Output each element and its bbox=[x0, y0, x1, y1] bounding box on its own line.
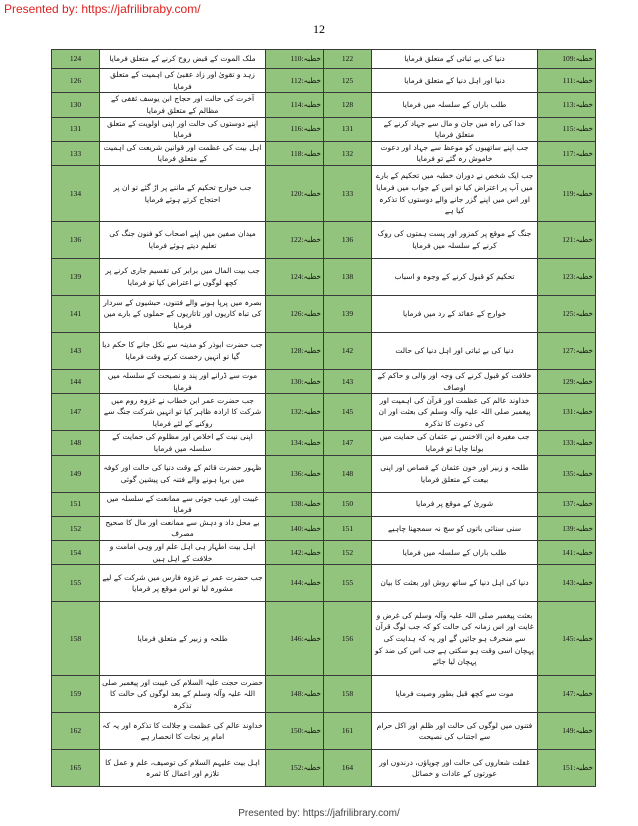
right-sermon-label: خطبہ:129 bbox=[538, 370, 596, 394]
right-page-number: 125 bbox=[324, 69, 372, 93]
left-page-number: 136 bbox=[52, 222, 100, 259]
right-sermon-topic: خداوند عالم کی عظمت اور قرآن کی اہمیت اور پیغمبر صلی اللہ علیہ وآلہ وسلم کی بعثت اور ان کی دعوت کا تذکرہ bbox=[372, 394, 538, 431]
right-sermon-label: خطبہ:109 bbox=[538, 50, 596, 69]
right-page-number: 161 bbox=[324, 713, 372, 750]
left-sermon-topic: آخرت کی حالت اور حجاج ابن یوسف ثقفی کے مظالم کے متعلق فرمایا bbox=[100, 93, 266, 117]
left-sermon-label: خطبہ:134 bbox=[266, 431, 324, 455]
right-sermon-topic: طلب باراں کے سلسلہ میں فرمایا bbox=[372, 541, 538, 565]
right-sermon-topic: طلب باراں کے سلسلہ میں فرمایا bbox=[372, 93, 538, 117]
page-number: 12 bbox=[313, 22, 325, 36]
left-sermon-label: خطبہ:132 bbox=[266, 394, 324, 431]
table-row bbox=[52, 541, 596, 565]
right-sermon-label: خطبہ:125 bbox=[538, 296, 596, 333]
right-sermon-topic: فتنوں میں لوگوں کی حالت اور ظلم اور اکل حرام سے اجتناب کی نصیحت bbox=[372, 713, 538, 750]
table-row bbox=[52, 50, 596, 69]
left-page-number: 143 bbox=[52, 333, 100, 370]
left-page-number: 134 bbox=[52, 166, 100, 222]
right-page-number: 158 bbox=[324, 676, 372, 713]
right-sermon-topic: بعثت پیغمبر صلی اللہ علیہ وآلہ وسلم کی غرض و غایت اور اس زمانہ کی حالت کو کہ جب لوگ قرآن سے منحرف ہو جائیں گے اور یہ کہ ہدایت کی پہچان اسی وقت ہو سکتی ہے جب اس کی ضد کو پہچان لیا جائے bbox=[372, 602, 538, 676]
left-page-number: 162 bbox=[52, 713, 100, 750]
right-sermon-label: خطبہ:147 bbox=[538, 676, 596, 713]
table-row bbox=[52, 117, 596, 141]
sermon-index-body bbox=[52, 50, 596, 787]
right-sermon-label: خطبہ:133 bbox=[538, 431, 596, 455]
right-sermon-label: خطبہ:151 bbox=[538, 750, 596, 787]
table-row bbox=[52, 455, 596, 492]
right-sermon-label: خطبہ:121 bbox=[538, 222, 596, 259]
left-page-number: 131 bbox=[52, 117, 100, 141]
right-page-number: 143 bbox=[324, 370, 372, 394]
right-page-number: 133 bbox=[324, 166, 372, 222]
right-sermon-label: خطبہ:135 bbox=[538, 455, 596, 492]
left-sermon-label: خطبہ:146 bbox=[266, 602, 324, 676]
right-sermon-topic: جب اپنے ساتھیوں کو موعظ سے جہاد اور دعوت خاموش رہ گئے تو فرمایا bbox=[372, 141, 538, 165]
left-sermon-topic: اہل بیت علیہم السلام کی توصیف، علم و عمل کا تلازم اور اعمال کا ثمرہ bbox=[100, 750, 266, 787]
table-row bbox=[52, 296, 596, 333]
table-row bbox=[52, 166, 596, 222]
right-page-number: 128 bbox=[324, 93, 372, 117]
left-sermon-topic: اہل بیت کی عظمت اور قوانین شریعت کی اہمیت کے متعلق فرمایا bbox=[100, 141, 266, 165]
left-page-number: 141 bbox=[52, 296, 100, 333]
left-sermon-label: خطبہ:122 bbox=[266, 222, 324, 259]
table-row bbox=[52, 69, 596, 93]
right-sermon-label: خطبہ:111 bbox=[538, 69, 596, 93]
left-page-number: 149 bbox=[52, 455, 100, 492]
right-sermon-topic: شوریٰ کے موقع پر فرمایا bbox=[372, 492, 538, 516]
right-sermon-topic: خوارج کے عقائد کے رد میں فرمایا bbox=[372, 296, 538, 333]
right-sermon-topic: خدا کی راہ میں جان و مال سے جہاد کرنے کے متعلق فرمایا bbox=[372, 117, 538, 141]
left-sermon-topic: بصرہ میں پرپا ہونے والے فتنوں، حبشیوں کے سردار کی تباہ کاریوں اور تاتاریوں کے حملوں کے بارے میں فرمایا bbox=[100, 296, 266, 333]
left-sermon-label: خطبہ:124 bbox=[266, 259, 324, 296]
top-watermark[interactable]: Presented by: https://jafrilibraby.com/ bbox=[4, 2, 201, 16]
sermon-index-table bbox=[51, 49, 596, 787]
right-page-number: 151 bbox=[324, 516, 372, 540]
table-row bbox=[52, 259, 596, 296]
right-sermon-label: خطبہ:123 bbox=[538, 259, 596, 296]
right-sermon-label: خطبہ:119 bbox=[538, 166, 596, 222]
right-sermon-label: خطبہ:141 bbox=[538, 541, 596, 565]
left-page-number: 159 bbox=[52, 676, 100, 713]
left-page-number: 133 bbox=[52, 141, 100, 165]
left-page-number: 130 bbox=[52, 93, 100, 117]
table-row bbox=[52, 602, 596, 676]
left-sermon-topic: جب بیت المال میں برابر کی تقسیم جاری کرنے پر کچھ لوگوں نے اعتراض کیا تو فرمایا bbox=[100, 259, 266, 296]
left-sermon-label: خطبہ:130 bbox=[266, 370, 324, 394]
left-sermon-topic: خداوند عالم کی عظمت و جلالت کا تذکرہ اور یہ کہ امام پر نجات کا انحصار ہے bbox=[100, 713, 266, 750]
right-sermon-topic: دنیا کی اہل دنیا کے ساتھ روش اور بعثت کا بیان bbox=[372, 565, 538, 602]
left-sermon-topic: جب حضرت ابوذر کو مدینہ سے نکل جانے کا حکم دیا گیا تو انہیں رخصت کرتے وقت فرمایا bbox=[100, 333, 266, 370]
left-sermon-label: خطبہ:144 bbox=[266, 565, 324, 602]
left-page-number: 155 bbox=[52, 565, 100, 602]
left-sermon-label: خطبہ:120 bbox=[266, 166, 324, 222]
right-page-number: 132 bbox=[324, 141, 372, 165]
bottom-watermark[interactable]: Presented by: https://jafrilibrary.com/ bbox=[238, 808, 400, 819]
right-page-number: 164 bbox=[324, 750, 372, 787]
right-sermon-label: خطبہ:149 bbox=[538, 713, 596, 750]
left-sermon-topic: میدان صفین میں اپنے اصحاب کو فنون جنگ کی تعلیم دیتے ہوئے فرمایا bbox=[100, 222, 266, 259]
left-page-number: 152 bbox=[52, 516, 100, 540]
right-sermon-label: خطبہ:145 bbox=[538, 602, 596, 676]
left-sermon-topic: بے محل داد و دہش سے ممانعت اور مال کا صحیح مصرف bbox=[100, 516, 266, 540]
right-sermon-topic: دنیا کی بے ثباتی اور اہل دنیا کی حالت bbox=[372, 333, 538, 370]
right-sermon-topic: خلافت کو قبول کرنے کی وجہ اور والی و حاکم کے اوصاف bbox=[372, 370, 538, 394]
left-page-number: 165 bbox=[52, 750, 100, 787]
left-sermon-topic: موت سے ڈرانے اور پند و نصیحت کے سلسلہ میں فرمایا bbox=[100, 370, 266, 394]
left-sermon-topic: غیبت اور عیب جوئی سے ممانعت کے سلسلہ میں فرمایا bbox=[100, 492, 266, 516]
left-page-number: 139 bbox=[52, 259, 100, 296]
left-sermon-label: خطبہ:126 bbox=[266, 296, 324, 333]
left-sermon-label: خطبہ:152 bbox=[266, 750, 324, 787]
right-page-number: 139 bbox=[324, 296, 372, 333]
left-page-number: 126 bbox=[52, 69, 100, 93]
left-sermon-label: خطبہ:136 bbox=[266, 455, 324, 492]
right-sermon-topic: غفلت شعاروں کی حالت اور چوپاؤں، درندوں اور عورتوں کے عادات و خصائل bbox=[372, 750, 538, 787]
table-row bbox=[52, 676, 596, 713]
right-sermon-topic: دنیا کی بے ثباتی کے متعلق فرمایا bbox=[372, 50, 538, 69]
table-row bbox=[52, 492, 596, 516]
right-sermon-topic: موت سے کچھ قبل بطور وصیت فرمایا bbox=[372, 676, 538, 713]
right-page-number: 152 bbox=[324, 541, 372, 565]
right-sermon-topic: جب ایک شخص نے دوران خطبہ میں تحکیم کے بارے میں آپ پر اعتراض کیا تو اس کے جواب میں فرمایا اور اس میں اپنے گزر جانے والے دوستوں کا تذکرہ کیا ہے bbox=[372, 166, 538, 222]
table-row bbox=[52, 93, 596, 117]
right-sermon-label: خطبہ:127 bbox=[538, 333, 596, 370]
left-page-number: 124 bbox=[52, 50, 100, 69]
left-page-number: 148 bbox=[52, 431, 100, 455]
right-page-number: 155 bbox=[324, 565, 372, 602]
left-page-number: 154 bbox=[52, 541, 100, 565]
left-sermon-topic: طلحہ و زبیر کے متعلق فرمایا bbox=[100, 602, 266, 676]
right-sermon-topic: سنی سنائی باتوں کو سچ نہ سمجھنا چاہیے bbox=[372, 516, 538, 540]
right-sermon-label: خطبہ:117 bbox=[538, 141, 596, 165]
right-sermon-topic: دنیا اور اہل دنیا کے متعلق فرمایا bbox=[372, 69, 538, 93]
left-page-number: 147 bbox=[52, 394, 100, 431]
right-page-number: 156 bbox=[324, 602, 372, 676]
right-page-number: 122 bbox=[324, 50, 372, 69]
left-sermon-label: خطبہ:114 bbox=[266, 93, 324, 117]
table-row bbox=[52, 141, 596, 165]
right-sermon-topic: جب مغیرہ ابن الاخنس نے عثمان کی حمایت میں بولنا چاہا تو فرمایا bbox=[372, 431, 538, 455]
right-page-number: 148 bbox=[324, 455, 372, 492]
right-page-number: 145 bbox=[324, 394, 372, 431]
left-sermon-label: خطبہ:112 bbox=[266, 69, 324, 93]
table-row bbox=[52, 565, 596, 602]
left-page-number: 151 bbox=[52, 492, 100, 516]
right-page-number: 138 bbox=[324, 259, 372, 296]
left-sermon-label: خطبہ:138 bbox=[266, 492, 324, 516]
right-page-number: 136 bbox=[324, 222, 372, 259]
left-sermon-label: خطبہ:116 bbox=[266, 117, 324, 141]
table-row bbox=[52, 431, 596, 455]
right-page-number: 150 bbox=[324, 492, 372, 516]
table-row bbox=[52, 516, 596, 540]
left-sermon-topic: جب حضرت عمر ابن خطاب نے غزوہ روم میں شرکت کا ارادہ ظاہر کیا تو انہیں شرکت جنگ سے روکنے کے لئے فرمایا bbox=[100, 394, 266, 431]
right-sermon-label: خطبہ:137 bbox=[538, 492, 596, 516]
left-sermon-label: خطبہ:150 bbox=[266, 713, 324, 750]
left-sermon-label: خطبہ:110 bbox=[266, 50, 324, 69]
right-sermon-label: خطبہ:131 bbox=[538, 394, 596, 431]
table-row bbox=[52, 333, 596, 370]
left-sermon-label: خطبہ:140 bbox=[266, 516, 324, 540]
left-page-number: 144 bbox=[52, 370, 100, 394]
right-sermon-topic: طلحہ و زبیر اور خون عثمان کے قصاص اور اپنی بیعت کے متعلق فرمایا bbox=[372, 455, 538, 492]
table-row bbox=[52, 713, 596, 750]
left-sermon-topic: ملک الموت کے قبض روح کرنے کے متعلق فرمایا bbox=[100, 50, 266, 69]
right-page-number: 147 bbox=[324, 431, 372, 455]
right-sermon-label: خطبہ:143 bbox=[538, 565, 596, 602]
left-sermon-topic: اہل بیت اطہار ہی اہل علم اور وہی امامت و خلافت کے اہل ہیں bbox=[100, 541, 266, 565]
right-sermon-label: خطبہ:139 bbox=[538, 516, 596, 540]
right-sermon-label: خطبہ:115 bbox=[538, 117, 596, 141]
left-sermon-topic: جب خوارج تحکیم کے ماننے پر اڑ گئے تو ان پر احتجاج کرتے ہوئے فرمایا bbox=[100, 166, 266, 222]
left-sermon-topic: جب حضرت عمر نے غزوہ فارس میں شرکت کے لیے مشورہ لیا تو اس موقع پر فرمایا bbox=[100, 565, 266, 602]
right-page-number: 131 bbox=[324, 117, 372, 141]
right-sermon-topic: جنگ کے موقع پر کمزور اور پست ہمتوں کی روک کرنے کے سلسلہ میں فرمایا bbox=[372, 222, 538, 259]
left-sermon-label: خطبہ:118 bbox=[266, 141, 324, 165]
right-sermon-topic: تحکیم کو قبول کرنے کے وجوہ و اسباب bbox=[372, 259, 538, 296]
table-row bbox=[52, 222, 596, 259]
left-sermon-topic: حضرت حجت علیہ السلام کی غیبت اور پیغمبر صلی اللہ علیہ وآلہ وسلم کے بعد لوگوں کی حالت کا تذکرہ bbox=[100, 676, 266, 713]
table-row bbox=[52, 370, 596, 394]
left-sermon-label: خطبہ:142 bbox=[266, 541, 324, 565]
left-sermon-topic: اپنی نیت کے اخلاص اور مظلوم کی حمایت کے سلسلہ میں فرمایا bbox=[100, 431, 266, 455]
left-sermon-label: خطبہ:128 bbox=[266, 333, 324, 370]
table-row bbox=[52, 750, 596, 787]
left-sermon-topic: ظہور حضرت قائم کے وقت دنیا کی حالت اور کوفہ میں برپا ہونے والے فتنہ کی پیشین گوئی bbox=[100, 455, 266, 492]
right-sermon-label: خطبہ:113 bbox=[538, 93, 596, 117]
left-sermon-topic: زہد و تقویٰ اور زاد عقبیٰ کی اہمیت کے متعلق فرمایا bbox=[100, 69, 266, 93]
left-sermon-topic: اپنے دوستوں کی حالت اور اپنی اولویت کے متعلق فرمایا bbox=[100, 117, 266, 141]
left-page-number: 158 bbox=[52, 602, 100, 676]
table-row bbox=[52, 394, 596, 431]
left-sermon-label: خطبہ:148 bbox=[266, 676, 324, 713]
right-page-number: 142 bbox=[324, 333, 372, 370]
